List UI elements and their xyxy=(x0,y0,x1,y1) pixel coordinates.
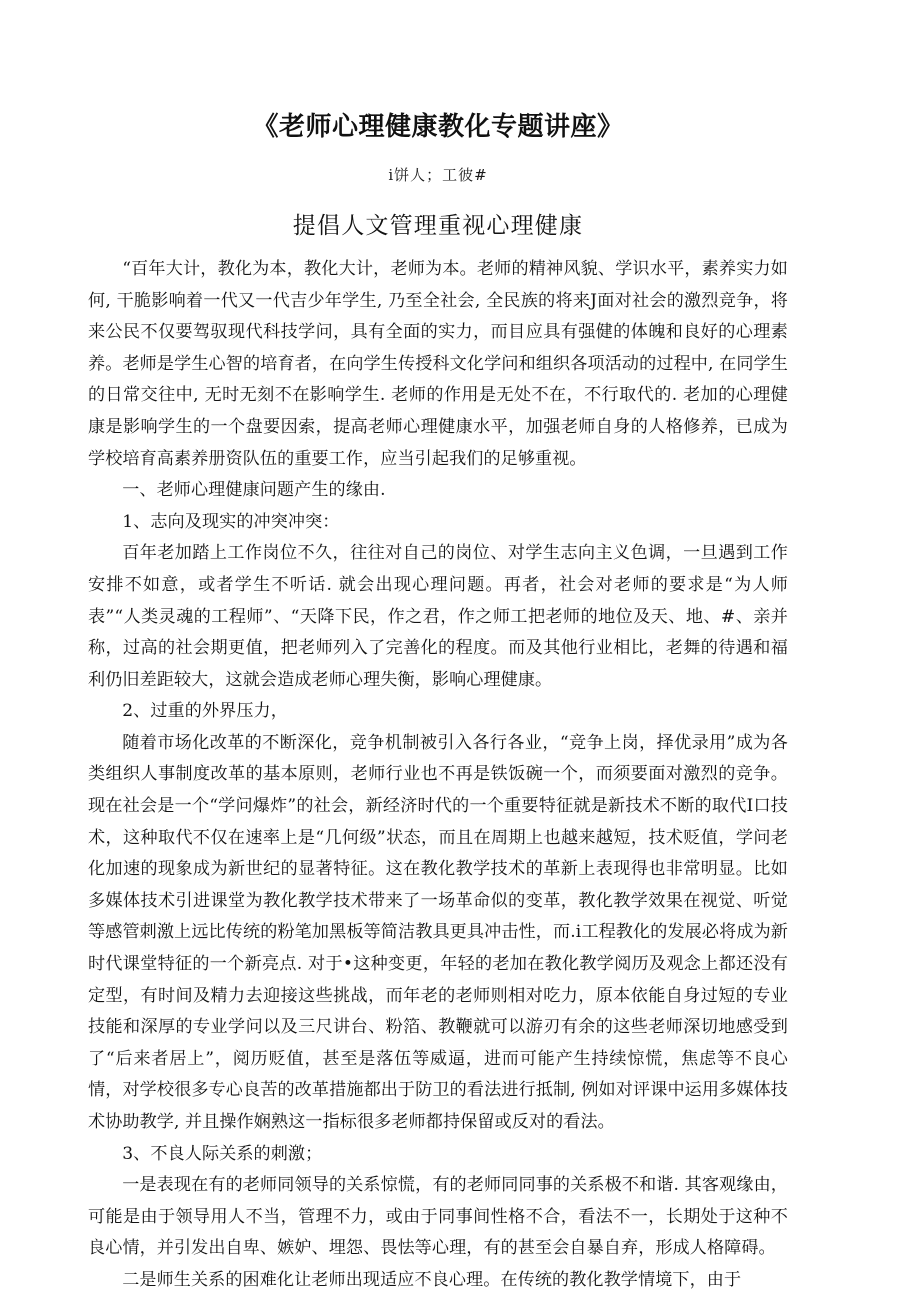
paragraph-item-1-body: 百年老加踏上工作岗位不久，往往对自己的岗位、对学生志向主义色调，一旦遇到工作安排不如意，或者学生不听话. 就会出现心理问题。再者，社会对老师的要求是“为人师表”“人类灵魂的工程师”、“天降下民，作之君，作之师工把老师的地位及天、地、#、亲并称，过高的社会期更值，把老师列入了完善化的程度。而及其他行业相比，老舞的待遇和福利仍旧差距较大，这就会造成老师心理失衡，影响心理健康。 xyxy=(88,543,788,690)
document-section-title: 提倡人文管理重视心理健康 xyxy=(292,213,584,240)
subheading-item-2: 2、过重的外界压力， xyxy=(122,701,288,722)
paragraph-item-3-body-b: 二是师生关系的困难化让老师出现适应不良心理。在传统的教化教学情境下，由于 xyxy=(122,1269,742,1290)
paragraph-item-3-body-a: 一是表现在有的老师同领导的关系惊慌，有的老师同同事的关系极不和谐. 其客观缘由，可能是由于领导用人不当，管理不力，或由于同事间性格不合，看法不一，长期处于这种不良心情，并引发出自卑、嫉妒、埋怨、畏怯等心理，有的甚至会自暴自弃，形成人格障碍。 xyxy=(88,1175,788,1259)
document-body xyxy=(88,245,788,1297)
subheading-item-3: 3、不良人际关系的刺激； xyxy=(122,1143,323,1164)
heading-section-one: 一、老师心理健康问题产生的缘由. xyxy=(122,480,386,501)
document-title: 《老师心理健康教化专题讲座》 xyxy=(252,112,624,142)
paragraph-item-2-body: 随着市场化改革的不断深化，竞争机制被引入各行各业，“竞争上岗，择优录用”成为各类组织人事制度改革的基本原则，老师行业也不再是铁饭碗一个，而须要面对激烈的竞争。现在社会是一个“学问爆炸”的社会，新经济时代的一个重要特征就是新技术不断的取代I口技术，这种取代不仅在速率上是“几何级”状态，而且在周期上也越来越短，技术贬值，学问老化加速的现象成为新世纪的显著特征。这在教化教学技术的革新上表现得也非常明显。比如多媒体技术引进课堂为教化教学技术带来了一场革命似的变革，教化教学效果在视觉、听觉等感管刺激上远比传统的粉笔加黑板等简洁教具更具冲击性，而.i工程教化的发展必将成为新时代课堂特征的一个新亮点. 对于•这种变更，年轻的老加在教化教学阅历及观念上都还没有定型，有时间及精力去迎接这些挑战，而年老的老师则相对吃力，原本依能自身过短的专业技能和深厚的专业学问以及三尺讲台、粉箔、教鞭就可以游刃有余的这些老师深切地感受到了“后来者居上”，阅历贬值，甚至是落伍等威逼，进而可能产生持续惊慌，焦虑等不良心情，对学校很多专心良苦的改革措施都出于防卫的看法进行抵制, 例如对评课中运用多媒体技术协助教学, 并且操作娴熟这一指标很多老师都持保留或反对的看法。 xyxy=(88,732,788,1132)
subheading-item-1: 1、志向及现实的冲突冲突： xyxy=(122,511,340,532)
intro-paragraph: “百年大计，教化为本，教化大计，老师为本。老师的精神风貌、学识水平，素养实力如何, 干脆影响着一代又一代吉少年学生, 乃至全社会, 全民族的将来J面对社会的激烈竞争，将来公民不仅要驾驭现代科技学问，具有全面的实力，而目应具有强健的体魄和良好的心理素养。老师是学生心智的培育者，在向学生传授科文化学问和组织各项活动的过程中, 在同学生的日常交往中, 无时无刻不在影响学生. 老师的作用是无处不在，不行取代的. 老加的心理健康是影响学生的一个盘要因索，提高老师心理健康水平，加强老师自身的人格修养，已成为学校培育高素养册资队伍的重要工作，应当引起我们的足够重视。 xyxy=(88,258,788,469)
document-content xyxy=(88,0,788,1297)
document-byline: i饼人；工彼# xyxy=(388,165,488,184)
